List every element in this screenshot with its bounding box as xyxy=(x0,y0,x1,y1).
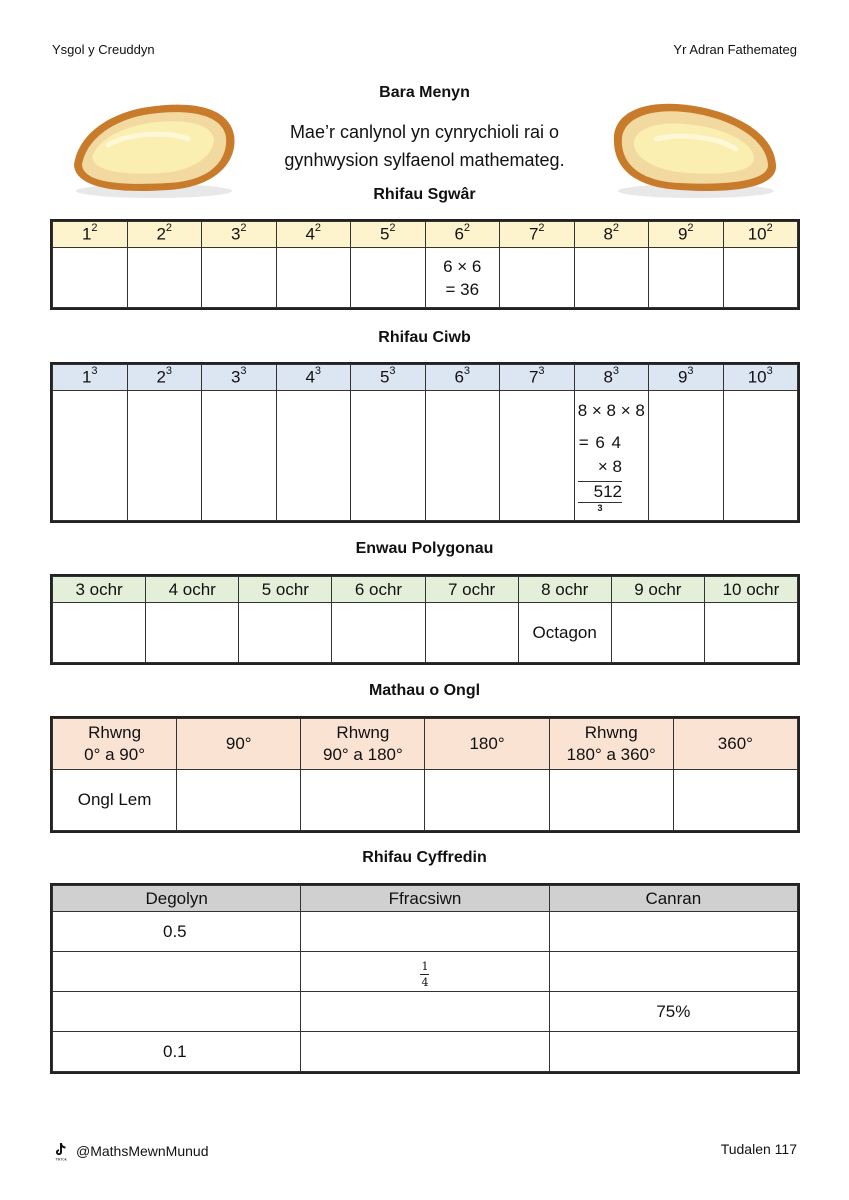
squares-header-row xyxy=(53,222,798,248)
example-cell xyxy=(574,391,649,521)
square-header: $2^2$ xyxy=(127,222,202,248)
cube-header: $4^3$ xyxy=(276,365,351,391)
answer-cell[interactable] xyxy=(549,770,673,831)
fraction-value: $\frac{1}{4}$ xyxy=(301,952,549,992)
polygon-header: 5 ochr xyxy=(239,577,332,603)
answer-cell[interactable] xyxy=(649,391,724,521)
answer-cell[interactable] xyxy=(611,603,704,663)
answer-cell[interactable] xyxy=(425,391,500,521)
cube-example-line1: 8 × 8 × 8 xyxy=(577,401,645,420)
decimal-value: 0.5 xyxy=(53,912,301,952)
answer-cell[interactable] xyxy=(723,248,798,308)
percent-header: Canran xyxy=(549,886,797,912)
angle-header: Rhwng 0° a 90° xyxy=(53,719,177,770)
square-example-line2: = 36 xyxy=(445,279,480,299)
decimal-value: 0.1 xyxy=(53,1032,301,1072)
angle-header: Rhwng 180° a 360° xyxy=(549,719,673,770)
answer-cell[interactable] xyxy=(500,248,575,308)
tiktok-label: TikTok xyxy=(55,1156,67,1161)
percent-value: 75% xyxy=(549,992,797,1032)
square-header: $7^2$ xyxy=(500,222,575,248)
answer-cell[interactable] xyxy=(127,391,202,521)
angle-header: 180° xyxy=(425,719,549,770)
answer-cell[interactable] xyxy=(276,248,351,308)
polygon-header: 6 ochr xyxy=(332,577,425,603)
square-header: $1^2$ xyxy=(53,222,128,248)
answer-cell[interactable] xyxy=(351,248,426,308)
cubes-answer-row xyxy=(53,391,798,521)
angles-title: Mathau o Ongl xyxy=(368,682,481,699)
answer-cell[interactable] xyxy=(127,248,202,308)
answer-cell[interactable] xyxy=(301,770,425,831)
cube-header: $2^3$ xyxy=(127,365,202,391)
squares-answer-row xyxy=(53,248,798,308)
bread-butter-image-left xyxy=(68,95,238,200)
polygons-title: Enwau Polygonau xyxy=(355,540,494,557)
polygons-table xyxy=(52,576,798,663)
cube-header: $1^3$ xyxy=(53,365,128,391)
polygon-header: 9 ochr xyxy=(611,577,704,603)
cube-example-line3: × 8 xyxy=(597,457,622,476)
angle-example: Ongl Lem xyxy=(53,770,177,831)
answer-cell[interactable] xyxy=(239,603,332,663)
answer-cell[interactable] xyxy=(301,912,549,952)
cubes-title: Rhifau Ciwb xyxy=(378,329,471,346)
answer-cell[interactable] xyxy=(549,912,797,952)
cube-header: $7^3$ xyxy=(500,365,575,391)
angles-table xyxy=(52,718,798,831)
cube-header: $10^3$ xyxy=(723,365,798,391)
answer-cell[interactable] xyxy=(177,770,301,831)
square-header: $9^2$ xyxy=(649,222,724,248)
answer-cell[interactable] xyxy=(332,603,425,663)
cube-header: $8^3$ xyxy=(574,365,649,391)
cube-header: $3^3$ xyxy=(202,365,277,391)
common-header-row xyxy=(53,886,798,912)
footer-handle xyxy=(52,1141,209,1161)
polygons-answer-row xyxy=(53,603,798,663)
school-name: Ysgol y Creuddyn xyxy=(52,42,155,57)
answer-cell[interactable] xyxy=(649,248,724,308)
common-row xyxy=(53,952,798,992)
angles-header-row xyxy=(53,719,798,770)
common-row xyxy=(53,992,798,1032)
footer-handle-text: @MathsMewnMunud xyxy=(76,1143,209,1159)
common-table xyxy=(52,885,798,1072)
answer-cell[interactable] xyxy=(673,770,797,831)
answer-cell[interactable] xyxy=(723,391,798,521)
cube-example-carry: 3 xyxy=(578,502,622,513)
polygon-header: 8 ochr xyxy=(518,577,611,603)
answer-cell[interactable] xyxy=(53,248,128,308)
angle-header: Rhwng 90° a 180° xyxy=(301,719,425,770)
polygon-header: 7 ochr xyxy=(425,577,518,603)
cube-header: $5^3$ xyxy=(351,365,426,391)
answer-cell[interactable] xyxy=(53,952,301,992)
square-header: $5^2$ xyxy=(351,222,426,248)
answer-cell[interactable] xyxy=(549,952,797,992)
polygon-example: Octagon xyxy=(518,603,611,663)
example-cell xyxy=(425,248,500,308)
answer-cell[interactable] xyxy=(202,248,277,308)
common-row xyxy=(53,912,798,952)
answer-cell[interactable] xyxy=(202,391,277,521)
answer-cell[interactable] xyxy=(301,1032,549,1072)
tiktok-icon xyxy=(52,1141,70,1161)
answer-cell[interactable] xyxy=(53,391,128,521)
cube-header: $9^3$ xyxy=(649,365,724,391)
polygons-header-row xyxy=(53,577,798,603)
page-number: Tudalen 117 xyxy=(720,1141,797,1157)
polygon-header: 10 ochr xyxy=(704,577,797,603)
square-header: $10^2$ xyxy=(723,222,798,248)
decimal-header: Degolyn xyxy=(53,886,301,912)
answer-cell[interactable] xyxy=(425,603,518,663)
department-name: Yr Adran Fathemateg xyxy=(673,42,797,57)
common-title: Rhifau Cyffredin xyxy=(362,849,487,866)
common-row xyxy=(53,1032,798,1072)
cube-example-line2: = 6 4 xyxy=(578,433,622,452)
page-title: Bara Menyn xyxy=(379,84,470,101)
square-header: $6^2$ xyxy=(425,222,500,248)
cube-header: $6^3$ xyxy=(425,365,500,391)
angle-header: 360° xyxy=(673,719,797,770)
cubes-table xyxy=(52,364,798,521)
answer-cell[interactable] xyxy=(301,992,549,1032)
squares-table xyxy=(52,221,798,308)
answer-cell[interactable] xyxy=(276,391,351,521)
answer-cell[interactable] xyxy=(549,1032,797,1072)
angle-header: 90° xyxy=(177,719,301,770)
square-header: $8^2$ xyxy=(574,222,649,248)
polygon-header: 3 ochr xyxy=(53,577,146,603)
intro-text: Mae’r canlynol yn cynrychioli rai o gynhwysion sylfaenol mathemateg. xyxy=(284,122,565,170)
answer-cell[interactable] xyxy=(500,391,575,521)
square-header: $4^2$ xyxy=(276,222,351,248)
answer-cell[interactable] xyxy=(574,248,649,308)
answer-cell[interactable] xyxy=(146,603,239,663)
square-header: $3^2$ xyxy=(202,222,277,248)
answer-cell[interactable] xyxy=(425,770,549,831)
answer-cell[interactable] xyxy=(53,603,146,663)
answer-cell[interactable] xyxy=(351,391,426,521)
answer-cell[interactable] xyxy=(53,992,301,1032)
squares-title: Rhifau Sgwâr xyxy=(373,186,476,203)
angles-answer-row xyxy=(53,770,798,831)
bread-butter-image-right xyxy=(610,95,780,200)
cube-example-result: 512 xyxy=(578,481,622,502)
cubes-header-row xyxy=(53,365,798,391)
polygon-header: 4 ochr xyxy=(146,577,239,603)
square-example-line1: 6 × 6 xyxy=(443,256,482,276)
fraction-header: Ffracsiwn xyxy=(301,886,549,912)
answer-cell[interactable] xyxy=(704,603,797,663)
